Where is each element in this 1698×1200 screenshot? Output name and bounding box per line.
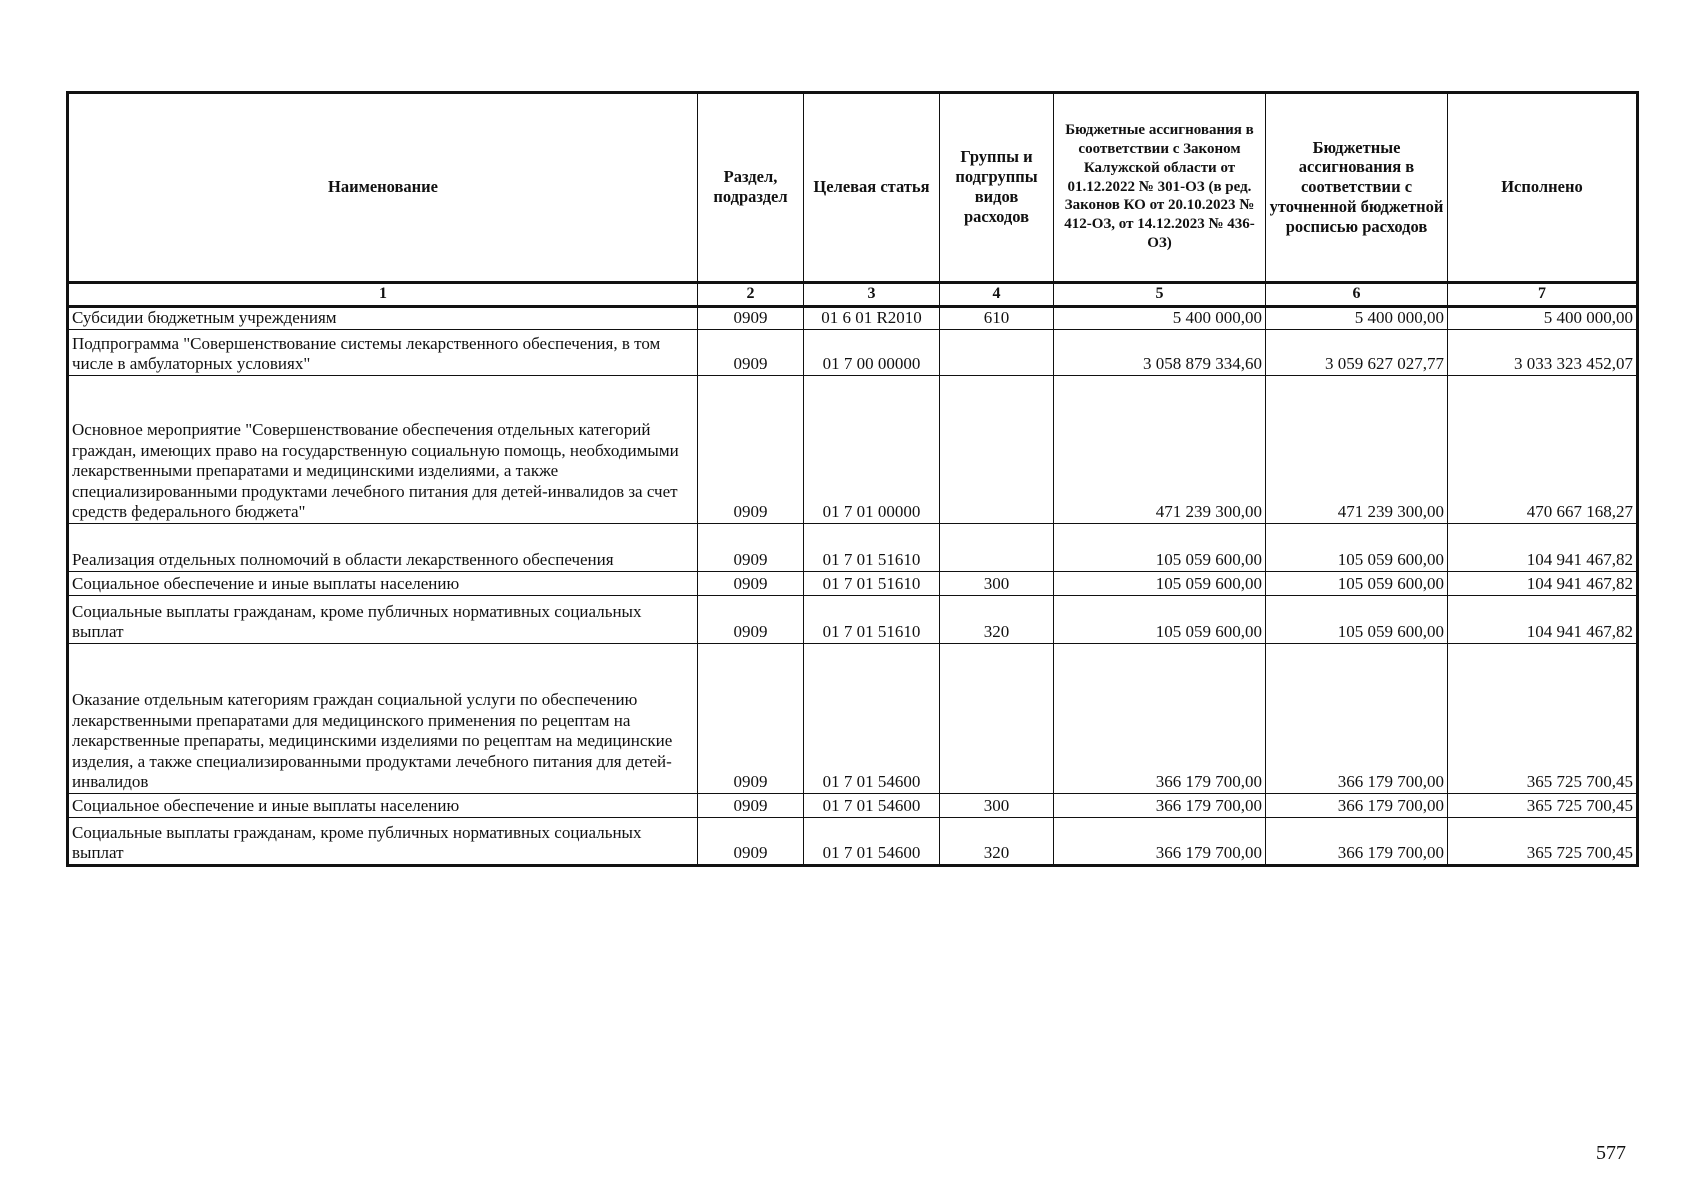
row-group: 300 — [940, 794, 1054, 818]
row-target: 01 7 01 51610 — [804, 572, 940, 596]
row-executed: 3 033 323 452,07 — [1448, 330, 1638, 376]
table-row — [68, 330, 1638, 376]
header-row — [68, 93, 1638, 283]
row-executed: 365 725 700,45 — [1448, 644, 1638, 794]
row-name: Социальные выплаты гражданам, кроме публичных нормативных социальных выплат — [68, 818, 698, 866]
row-law: 105 059 600,00 — [1054, 524, 1266, 572]
column-number: 6 — [1266, 283, 1448, 307]
row-section: 0909 — [698, 524, 804, 572]
row-target: 01 7 01 54600 — [804, 818, 940, 866]
row-refined: 105 059 600,00 — [1266, 524, 1448, 572]
column-number: 2 — [698, 283, 804, 307]
row-executed: 104 941 467,82 — [1448, 596, 1638, 644]
header-target: Целевая статья — [804, 93, 940, 283]
table-row — [68, 794, 1638, 818]
row-section: 0909 — [698, 330, 804, 376]
column-number: 4 — [940, 283, 1054, 307]
row-target: 01 6 01 R2010 — [804, 307, 940, 330]
row-law: 3 058 879 334,60 — [1054, 330, 1266, 376]
row-group — [940, 376, 1054, 524]
row-executed: 104 941 467,82 — [1448, 572, 1638, 596]
row-refined: 366 179 700,00 — [1266, 794, 1448, 818]
header-law: Бюджетные ассигнования в соответствии с Законом Калужской области от 01.12.2022 № 301-ОЗ (в ред. Законов КО от 20.10.2023 № 412-ОЗ, от 14.12.2023 № 436-ОЗ) — [1054, 93, 1266, 283]
header-groups: Группы и подгруппы видов расходов — [940, 93, 1054, 283]
row-name: Оказание отдельным категориям граждан социальной услуги по обеспечению лекарственными препаратами для медицинского применения по рецептам на лекарственные препараты, медицинскими изделиями по рецептам на медицинские изделия, а также специализированными продуктами лечебного питания для детей-инвалидов — [68, 644, 698, 794]
table-row — [68, 376, 1638, 524]
row-law: 366 179 700,00 — [1054, 818, 1266, 866]
page-number: 577 — [1596, 1142, 1626, 1164]
budget-table — [66, 91, 1639, 867]
row-target: 01 7 01 54600 — [804, 644, 940, 794]
column-number-row — [68, 283, 1638, 307]
row-group: 610 — [940, 307, 1054, 330]
row-section: 0909 — [698, 307, 804, 330]
row-section: 0909 — [698, 572, 804, 596]
row-law: 5 400 000,00 — [1054, 307, 1266, 330]
row-refined: 471 239 300,00 — [1266, 376, 1448, 524]
row-name: Социальное обеспечение и иные выплаты населению — [68, 572, 698, 596]
row-law: 366 179 700,00 — [1054, 794, 1266, 818]
row-refined: 5 400 000,00 — [1266, 307, 1448, 330]
row-executed: 365 725 700,45 — [1448, 794, 1638, 818]
table-row — [68, 818, 1638, 866]
row-refined: 105 059 600,00 — [1266, 596, 1448, 644]
table-row — [68, 644, 1638, 794]
column-number: 5 — [1054, 283, 1266, 307]
row-section: 0909 — [698, 376, 804, 524]
row-name: Реализация отдельных полномочий в области лекарственного обеспечения — [68, 524, 698, 572]
row-executed: 365 725 700,45 — [1448, 818, 1638, 866]
header-section: Раздел, подраздел — [698, 93, 804, 283]
row-refined: 3 059 627 027,77 — [1266, 330, 1448, 376]
row-name: Социальные выплаты гражданам, кроме публичных нормативных социальных выплат — [68, 596, 698, 644]
table-row — [68, 596, 1638, 644]
row-group — [940, 524, 1054, 572]
row-refined: 366 179 700,00 — [1266, 644, 1448, 794]
row-name: Подпрограмма "Совершенствование системы лекарственного обеспечения, в том числе в амбулаторных условиях" — [68, 330, 698, 376]
row-refined: 105 059 600,00 — [1266, 572, 1448, 596]
header-executed: Исполнено — [1448, 93, 1638, 283]
row-group: 300 — [940, 572, 1054, 596]
column-number: 1 — [68, 283, 698, 307]
row-section: 0909 — [698, 818, 804, 866]
row-law: 105 059 600,00 — [1054, 572, 1266, 596]
row-section: 0909 — [698, 794, 804, 818]
table-row — [68, 307, 1638, 330]
row-law: 105 059 600,00 — [1054, 596, 1266, 644]
row-law: 366 179 700,00 — [1054, 644, 1266, 794]
row-target: 01 7 00 00000 — [804, 330, 940, 376]
row-target: 01 7 01 51610 — [804, 596, 940, 644]
row-executed: 5 400 000,00 — [1448, 307, 1638, 330]
row-name: Социальное обеспечение и иные выплаты населению — [68, 794, 698, 818]
row-group — [940, 330, 1054, 376]
row-target: 01 7 01 00000 — [804, 376, 940, 524]
row-law: 471 239 300,00 — [1054, 376, 1266, 524]
table-row — [68, 572, 1638, 596]
row-group: 320 — [940, 596, 1054, 644]
row-section: 0909 — [698, 644, 804, 794]
column-number: 3 — [804, 283, 940, 307]
row-refined: 366 179 700,00 — [1266, 818, 1448, 866]
row-executed: 470 667 168,27 — [1448, 376, 1638, 524]
row-group — [940, 644, 1054, 794]
column-number: 7 — [1448, 283, 1638, 307]
header-refined: Бюджетные ассигнования в соответствии с уточненной бюджетной росписью расходов — [1266, 93, 1448, 283]
row-target: 01 7 01 51610 — [804, 524, 940, 572]
row-name: Основное мероприятие "Совершенствование обеспечения отдельных категорий граждан, имеющих право на государственную социальную помощь, необходимыми лекарственными препаратами и медицинскими изделиями, а также специализированными продуктами лечебного питания для детей-инвалидов за счет средств федерального бюджета" — [68, 376, 698, 524]
row-target: 01 7 01 54600 — [804, 794, 940, 818]
row-group: 320 — [940, 818, 1054, 866]
table-row — [68, 524, 1638, 572]
header-name: Наименование — [68, 93, 698, 283]
row-executed: 104 941 467,82 — [1448, 524, 1638, 572]
row-name: Субсидии бюджетным учреждениям — [68, 307, 698, 330]
row-section: 0909 — [698, 596, 804, 644]
